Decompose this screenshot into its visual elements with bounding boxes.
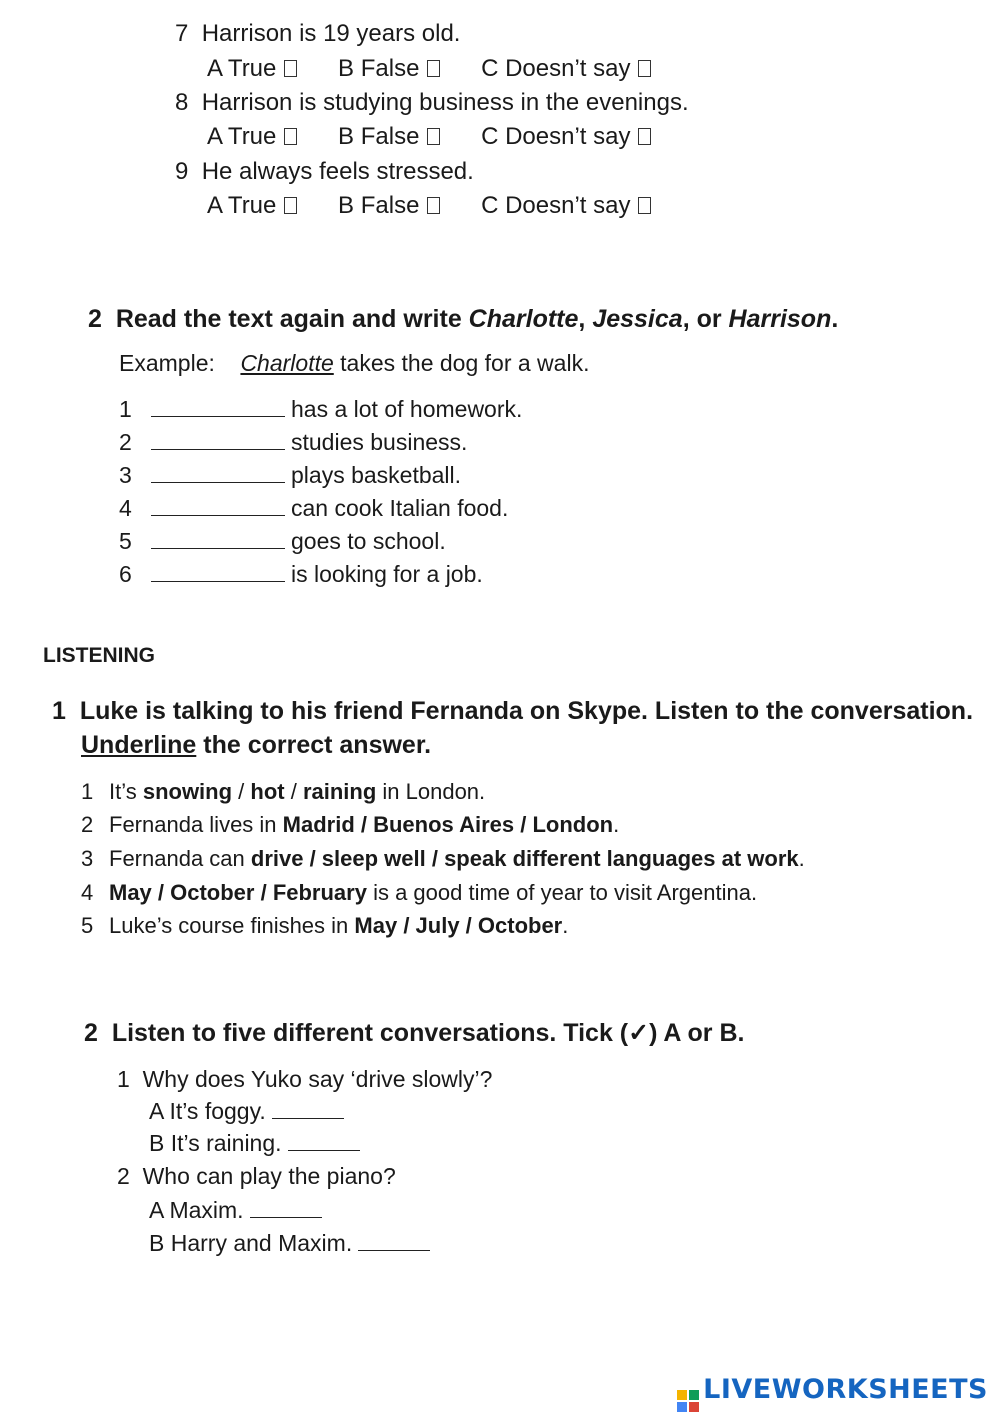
listening-1-item-5: 5 Luke’s course finishes in May / July / October.	[81, 913, 569, 938]
tf-question-7: 7 Harrison is 19 years old.	[175, 20, 461, 47]
tick-blank[interactable]	[250, 1199, 322, 1218]
fill-item-6: 6 is looking for a job.	[119, 561, 483, 587]
option-true: A True	[207, 55, 277, 82]
fill-item-3: 3 plays basketball.	[119, 462, 462, 488]
fill-item-5: 5 goes to school.	[119, 528, 446, 554]
tick-blank[interactable]	[358, 1232, 430, 1251]
option-doesnt-say: C Doesn’t say	[481, 123, 631, 150]
listening-2-q1-option-b: B It’s raining.	[149, 1130, 360, 1157]
answer-blank[interactable]	[151, 497, 285, 516]
option-doesnt-say: C Doesn’t say	[481, 192, 631, 219]
listening-1-item-1: 1 It’s snowing / hot / raining in London.	[81, 779, 486, 804]
listening-1-item-4: 4 May / October / February is a good time of year to visit Argentina.	[81, 880, 758, 905]
option-doesnt-say: C Doesn’t say	[481, 55, 631, 82]
liveworksheets-logo[interactable]: LIVEWORKSHEETS	[677, 1374, 988, 1412]
fill-item-4: 4 can cook Italian food.	[119, 495, 509, 521]
answer-blank[interactable]	[151, 563, 285, 582]
listening-2-question-1: 1 Why does Yuko say ‘drive slowly’?	[117, 1066, 493, 1092]
option-false: B False	[338, 192, 420, 219]
answer-blank[interactable]	[151, 398, 285, 417]
fill-item-2: 2 studies business.	[119, 429, 468, 455]
liveworksheets-logo-icon	[677, 1390, 699, 1412]
listening-1-item-3: 3 Fernanda can drive / sleep well / speak different languages at work.	[81, 846, 805, 871]
option-true: A True	[207, 123, 277, 150]
checkbox[interactable]	[638, 60, 651, 77]
fill-item-1: 1 has a lot of homework.	[119, 396, 523, 422]
answer-blank[interactable]	[151, 530, 285, 549]
checkbox[interactable]	[638, 128, 651, 145]
option-false: B False	[338, 55, 420, 82]
listening-heading: LISTENING	[43, 644, 156, 667]
tf-options-8	[207, 123, 651, 151]
choice[interactable]: Madrid / Buenos Aires / London	[282, 812, 614, 837]
listening-2-q2-option-b: B Harry and Maxim.	[149, 1230, 430, 1257]
listening-2-question-2: 2 Who can play the piano?	[117, 1163, 396, 1189]
tick-blank[interactable]	[288, 1132, 360, 1151]
listening-1-item-2: 2 Fernanda lives in Madrid / Buenos Aires / London.	[81, 812, 620, 837]
checkbox[interactable]	[427, 128, 440, 145]
choice[interactable]: snowing	[142, 779, 233, 804]
tf-options-9	[207, 192, 651, 220]
answer-blank[interactable]	[151, 431, 285, 450]
listening-1-title-line2: Underline the correct answer.	[81, 731, 432, 759]
tf-options-7	[207, 55, 651, 83]
checkbox[interactable]	[427, 60, 440, 77]
checkbox[interactable]	[638, 197, 651, 214]
checkbox[interactable]	[284, 128, 297, 145]
listening-2-q2-option-a: A Maxim.	[149, 1197, 322, 1224]
choice[interactable]: raining	[302, 779, 377, 804]
listening-2-title: 2 Listen to five different conversations. Tick (✓) A or B.	[84, 1019, 745, 1047]
tf-question-9: 9 He always feels stressed.	[175, 158, 474, 185]
option-true: A True	[207, 192, 277, 219]
answer-blank[interactable]	[151, 464, 285, 483]
choice[interactable]: hot	[250, 779, 285, 804]
tick-blank[interactable]	[272, 1100, 344, 1119]
reading-2-title: 2 Read the text again and write Charlotte, Jessica, or Harrison.	[88, 305, 839, 333]
listening-1-title: 1 Luke is talking to his friend Fernanda on Skype. Listen to the conversation.	[52, 697, 974, 725]
checkbox[interactable]	[427, 197, 440, 214]
checkbox[interactable]	[284, 197, 297, 214]
option-false: B False	[338, 123, 420, 150]
choice[interactable]: May / October / February	[109, 880, 367, 905]
checkbox[interactable]	[284, 60, 297, 77]
choice[interactable]: drive / sleep well / speak different languages at work	[250, 846, 799, 871]
reading-2-example: Example: Charlotte takes the dog for a walk.	[119, 350, 590, 376]
tf-question-8: 8 Harrison is studying business in the evenings.	[175, 89, 689, 116]
listening-2-q1-option-a: A It’s foggy.	[149, 1098, 344, 1125]
choice[interactable]: May / July / October	[354, 913, 563, 938]
